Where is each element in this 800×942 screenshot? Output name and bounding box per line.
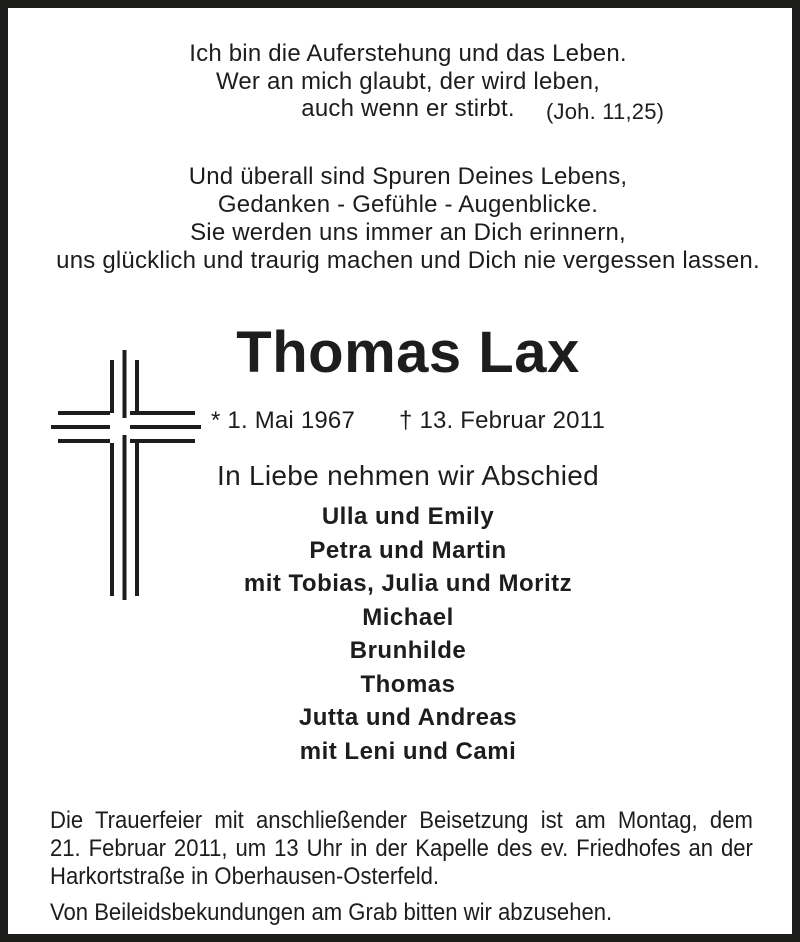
condolence-note: Von Beileidsbekundungen am Grab bitten wir abzusehen. — [50, 899, 613, 926]
scripture-quote — [8, 40, 800, 123]
scripture-reference: (Joh. 11,25) — [546, 99, 665, 124]
remembrance-verse — [8, 163, 800, 275]
remembrance-line: uns glücklich und traurig machen und Dich nie vergessen lassen. — [56, 247, 760, 274]
remembrance-line: Sie werden uns immer an Dich erinnern, — [190, 219, 626, 246]
deceased-name: Thomas Lax — [236, 320, 580, 385]
scripture-line: Ich bin die Auferstehung und das Leben. — [189, 40, 627, 67]
mourner-line: mit Leni und Cami — [299, 737, 517, 765]
scripture-line — [8, 95, 800, 123]
death-date: † 13. Februar 2011 — [399, 407, 605, 434]
farewell-line: In Liebe nehmen wir Abschied — [217, 460, 599, 491]
funeral-details — [50, 807, 753, 891]
mourner-line: Ulla und Emily — [321, 503, 495, 530]
funeral-line: 21. Februar 2011, um 13 Uhr in der Kapelle des ev. Friedhofes an der — [50, 835, 753, 862]
mourner-line: Michael — [362, 603, 454, 631]
mourner-line: Thomas — [360, 670, 456, 698]
mourner-line: mit Tobias, Julia und Moritz — [243, 570, 573, 597]
funeral-line: Die Trauerfeier mit anschließender Beisetzung ist am Montag, dem — [50, 807, 753, 834]
scripture-line: Wer an mich glaubt, der wird leben, — [215, 67, 601, 95]
funeral-line: Harkortstraße in Oberhausen-Osterfeld. — [50, 863, 440, 890]
life-dates — [8, 406, 800, 436]
mourner-line: Brunhilde — [349, 637, 467, 664]
mourner-line: Petra und Martin — [309, 536, 507, 564]
birth-date: * 1. Mai 1967 — [211, 407, 356, 434]
scripture-line-text: auch wenn er stirbt. — [301, 95, 515, 122]
mourner-line: Jutta und Andreas — [298, 704, 518, 731]
mourners-list — [8, 500, 800, 768]
remembrance-line: Und überall sind Spuren Deines Lebens, — [188, 163, 628, 190]
remembrance-line: Gedanken - Gefühle - Augenblicke. — [217, 191, 599, 218]
